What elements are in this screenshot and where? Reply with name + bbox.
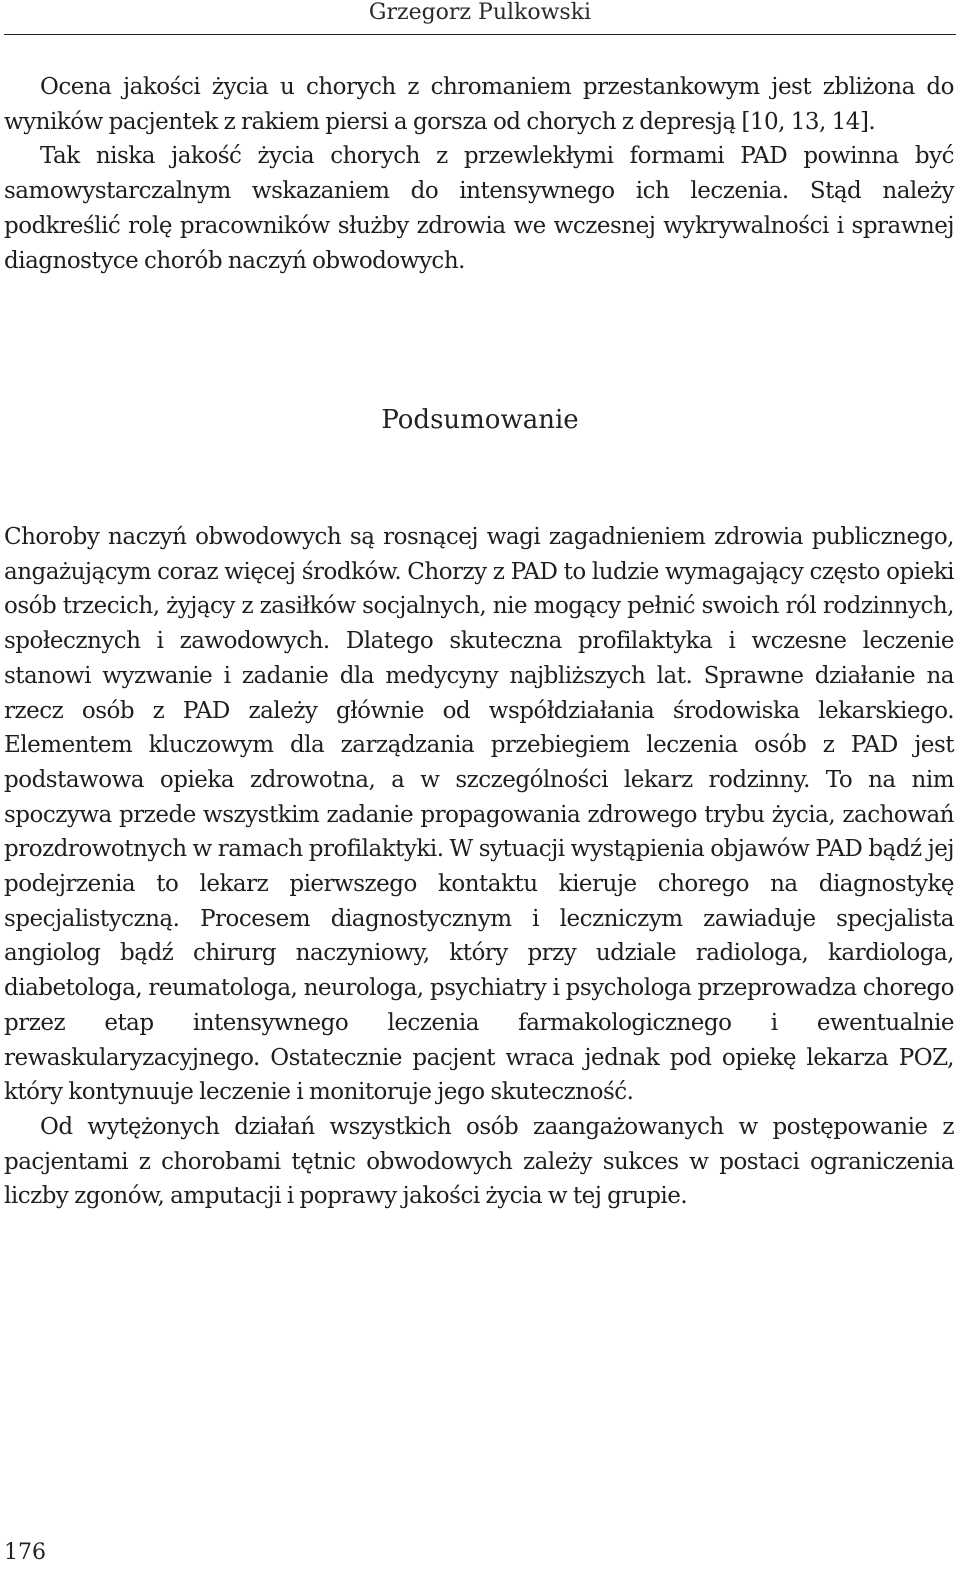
page-number: 176: [4, 1540, 46, 1565]
section-heading: Podsumowanie: [381, 405, 579, 435]
body-paragraph: Choroby naczyń obwodowych są rosnącej wagi zagadnieniem zdrowia publicznego, angażującym coraz więcej środków. Chorzy z PAD to ludzie wymagający często opieki osób trzecich, żyjący z zasiłków socjalnych, nie mogący pełnić swoich ról rodzinnych, społecznych i zawodowych. Dlatego skuteczna profilaktyka i wczesne leczenie stanowi wyzwanie i zadanie dla medycyny najbliższych lat. Sprawne działanie na rzecz osób z PAD zależy głównie od współdziałania środowiska lekarskiego. Elementem kluczowym dla zarządzania przebiegiem leczenia osób z PAD jest podstawowa opieka zdrowotna, a w szczególności lekarz rodzinny. To na nim spoczywa przede wszystkim zadanie propagowania zdrowego trybu życia, zachowań prozdrowotnych w ramach profilaktyki. W sytuacji wystąpienia objawów PAD bądź jej podejrzenia to lekarz pierwszego kontaktu kieruje chorego na diagnostykę specjalistyczną. Procesem diagnostycznym i leczniczym zawiaduje specjalista angiolog bądź chirurg naczyniowy, który przy udziale radiologa, kardiologa, diabetologa, reumatologa, neurologa, psychiatry i psychologa przeprowadza chorego przez etap intensywnego leczenia farmakologicznego i ewentualnie rewaskularyzacyjnego. Ostatecznie pacjent wraca jednak pod opiekę lekarza POZ, który kontynuuje leczenie i monitoruje jego skuteczność.: [4, 524, 954, 1106]
header-rule: [4, 34, 956, 35]
body-paragraph: Tak niska jakość życia chorych z przewlekłymi formami PAD powinna być samowystarczalnym wskazaniem do intensywnego ich leczenia. Stąd należy podkreślić rolę pracowników służby zdrowia we wczesnej wykrywalności i sprawnej diagnostyce chorób naczyń obwodowych.: [4, 143, 954, 274]
running-head-author: Grzegorz Pulkowski: [368, 0, 592, 25]
body-paragraph: Ocena jakości życia u chorych z chromaniem przestankowym jest zbliżona do wyników pacjentek z rakiem piersi a gorsza od chorych z depresją [10, 13, 14].: [4, 74, 954, 135]
intro-text: [4, 70, 954, 278]
summary-text: [4, 520, 954, 1214]
body-paragraph: Od wytężonych działań wszystkich osób zaangażowanych w postępowanie z pacjentami z chorobami tętnic obwodowych zależy sukces w postaci ograniczenia liczby zgonów, amputacji i poprawy jakości życia w tej grupie.: [4, 1113, 954, 1210]
